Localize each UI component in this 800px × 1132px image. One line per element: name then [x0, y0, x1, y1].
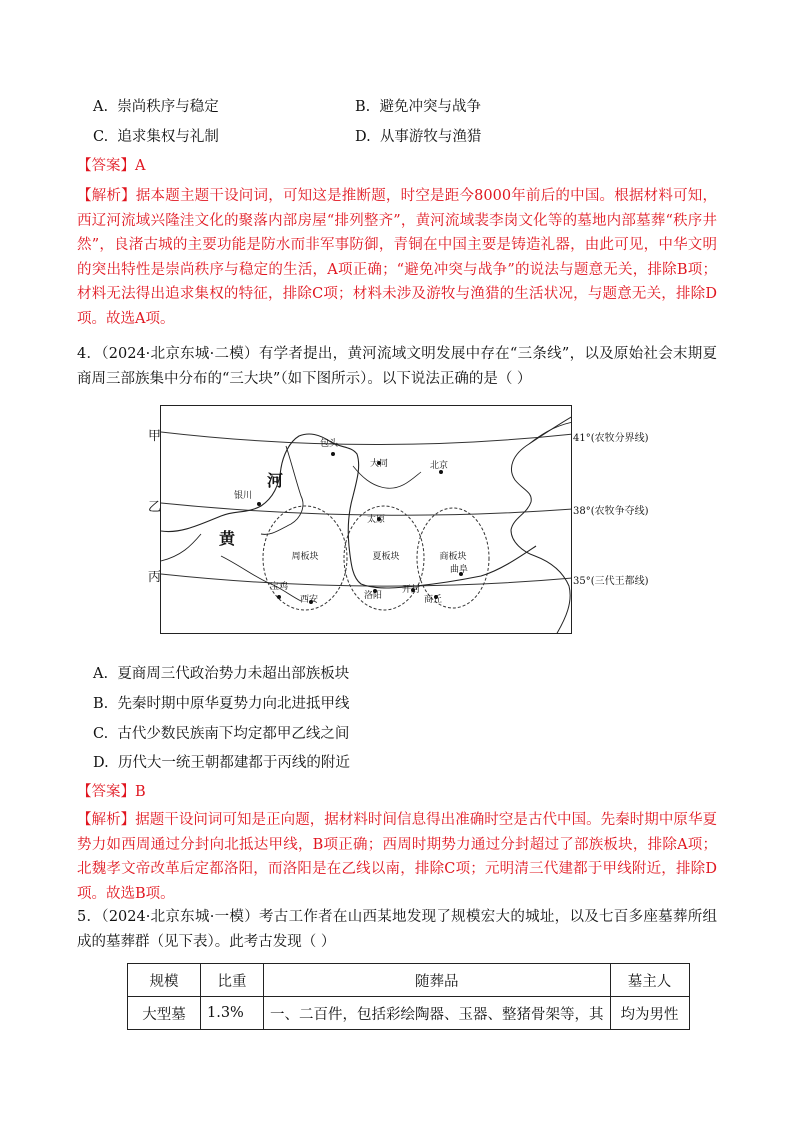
line-label-41: 41°(农牧分界线)	[573, 433, 649, 444]
table-header-row	[128, 964, 690, 997]
table-cell: 一、二百件，包括彩绘陶器、玉器、整猪骨架等，其	[264, 997, 611, 1030]
table-header: 比重	[201, 964, 264, 997]
line-label-35: 35°(三代王都线)	[573, 576, 649, 587]
city-label: 开封	[401, 585, 421, 595]
latitude-line-35	[161, 574, 572, 586]
block-label: 商板块	[439, 552, 467, 562]
table-cell: 均为男性	[610, 997, 689, 1030]
q4-answer: 【答案】B	[77, 784, 146, 800]
city-label: 包头	[319, 439, 339, 449]
latitude-line-41	[161, 432, 572, 445]
river-branch	[261, 446, 303, 534]
line-label-38: 38°(农牧争夺线)	[573, 506, 649, 517]
table-header: 墓主人	[610, 964, 689, 997]
q4-stem: 4．（2024·北京东城·二模）有学者提出，黄河流域文明发展中存在“三条线”，以及原始社会末期夏商周三部族集中分布的“三大块”（如下图所示）。以下说法正确的是（ ）	[77, 346, 717, 387]
map-svg	[161, 406, 572, 634]
q4-analysis: 【解析】据题干设问词可知是正向题，据材料时间信息得出准确时空是古代中国。先秦时期中原华夏势力如西周通过分封向北抵达甲线，B项正确；西周时期势力通过分封超过了部族板块，排除A项；北魏孝文帝改革后定都洛阳，而洛阳是在乙线以南，排除C项；元明清三代建都于甲线附近，排除D项。故选B项。	[77, 812, 717, 902]
city-dot	[331, 452, 335, 456]
option-c[interactable]: C. 追求集权与礼制	[93, 129, 219, 145]
q4-option-d[interactable]: D. 历代大一统王朝都建都于丙线的附近	[93, 755, 350, 771]
city-dot	[257, 502, 261, 506]
option-d[interactable]: D. 从事游牧与渔猎	[355, 129, 482, 145]
city-label: 曲阜	[449, 565, 469, 575]
table-cell: 1.3%	[201, 997, 264, 1030]
block-label: 周板块	[291, 552, 319, 562]
q4-option-c[interactable]: C. 古代少数民族南下均定都甲乙线之间	[93, 726, 350, 742]
latitude-line-38	[161, 503, 572, 515]
city-label: 西安	[299, 595, 319, 605]
table-cell: 大型墓	[128, 997, 201, 1030]
coast-bay	[529, 422, 572, 444]
coastline	[511, 416, 572, 634]
city-dot	[277, 595, 281, 599]
table-header: 规模	[128, 964, 201, 997]
city-label: 洛阳	[363, 591, 383, 601]
burial-table	[127, 963, 690, 1030]
block-label: 夏板块	[372, 552, 400, 562]
city-label: 北京	[429, 461, 449, 471]
wei-river	[221, 556, 301, 601]
q3-analysis: 【解析】据本题主题干设问词，可知这是推断题，时空是距今8000年前后的中国。根据材料可知，西辽河流域兴隆洼文化的聚落内部房屋“排列整齐”，黄河流域裴李岗文化等的墓地内部墓葬“秩序井然”，良渚古城的主要功能是防水而非军事防御，青铜在中国主要是铸造礼器，由此可见，中华文明的突出特性是崇尚秩序与稳定的生活，A项正确；“避免冲突与战争”的说法与题意无关，排除B项；材料无法得出追求集权的特征，排除C项；材料未涉及游牧与渔猎的生活状况，与题意无关，排除D项。故选A项。	[77, 188, 717, 327]
q3-answer: 【答案】A	[77, 158, 146, 174]
river-west	[161, 534, 201, 561]
yellow-river	[161, 434, 536, 588]
city-label: 商丘	[423, 595, 443, 605]
river-label: 河	[267, 471, 284, 490]
table-header: 随葬品	[264, 964, 611, 997]
map-figure	[160, 405, 572, 634]
q5-stem: 5．（2024·北京东城·一模）考古工作者在山西某地发现了规模宏大的城址，以及七百多座墓葬所组成的墓葬群（见下表）。此考古发现（ ）	[77, 909, 717, 950]
map-label-yi: 乙	[148, 500, 162, 515]
river-label: 黄	[219, 529, 236, 548]
city-label: 宝鸡	[269, 582, 289, 592]
map-label-jia: 甲	[148, 429, 162, 444]
option-a[interactable]: A. 崇尚秩序与稳定	[93, 99, 219, 115]
map-label-bing: 丙	[148, 570, 162, 585]
river-north	[353, 466, 421, 488]
city-label: 太原	[366, 515, 386, 525]
q4-option-a[interactable]: A. 夏商周三代政治势力未超出部族板块	[93, 666, 350, 682]
city-label: 银川	[233, 491, 253, 501]
city-label: 大同	[369, 459, 389, 469]
table-row	[128, 997, 690, 1030]
option-b[interactable]: B. 避免冲突与战争	[355, 99, 481, 115]
q4-option-b[interactable]: B. 先秦时期中原华夏势力向北进抵甲线	[93, 696, 350, 712]
